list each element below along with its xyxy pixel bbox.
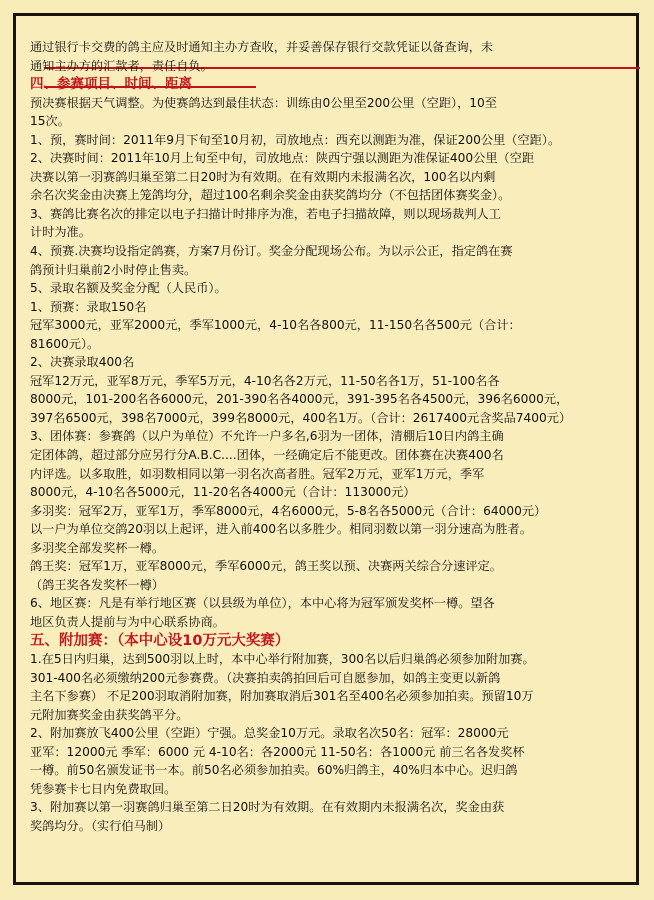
text-line-10: 3、赛鸽比赛名次的排定以电子扫描计时排序为准，若电子扫描故障，则以现场裁判人工 [30, 206, 501, 221]
text-line-22: 3、团体赛：参赛鸽（以户为单位）不允许一户多名,6羽为一团体，清棚后10日内鸽主确 [30, 429, 504, 444]
text-line-21: 397名6500元，398名7000元，399名8000元，400名1万。（合计：2617400元含奖品7400元） [30, 410, 572, 425]
text-line-13: 鸽预计归巢前2小时停止售卖。 [30, 262, 197, 277]
text-line-7: 2、决赛时间：2011年10月上旬至中旬，司放地点：陕西宁强以测距为准保证400公里（空距 [30, 151, 535, 166]
text-line-34: 1.在5日内归巢，达到500羽以上时，本中心举行附加赛，300名以后归巢鸽必须参加附加赛。 [30, 652, 535, 667]
text-line-23: 定团体鸽，超过部分应另行分A.B.C....团体，一经确定后不能更改。团体赛在决赛400名 [30, 448, 504, 463]
document-body [30, 38, 620, 836]
text-line-18: 2、决赛录取400名 [30, 355, 135, 370]
text-line-11: 计时为准。 [30, 225, 91, 240]
text-line-4: 预决赛根据天气调整。为使赛鸽达到最佳状态：训练由0公里至200公里（空距），10至 [30, 95, 497, 110]
text-line-35: 301-400名必须缴纳200元参赛费。（决赛拍卖鸽拍回后可自愿参加，如鸽主变更以新鸽 [30, 670, 501, 685]
text-line-31: 6、地区赛：凡是有举行地区赛（以县级为单位），本中心将为冠军颁发奖杯一樽。望各 [30, 596, 495, 611]
text-line-1: 通过银行卡交费的鸽主应及时通知主办方查收，并妥善保存银行交款凭证以备查询，未 [30, 40, 494, 54]
text-line-36: 主名下参赛） 不足200羽取消附加赛，附加赛取消后301名至400名必须参加拍卖。预留10万 [30, 689, 534, 704]
text-line-9: 余名次奖金由决赛上笼鸽均分，超过100名剩余奖金由获奖鸽均分（不包括团体赛奖金）。 [30, 188, 511, 203]
text-line-38: 2、附加赛放飞400公里（空距）宁强。总奖金10万元。录取名次50名：冠军：28000元 [30, 726, 509, 741]
text-line-25: 8000元，4-10名各5000元，11-20名各4000元（合计：113000元） [30, 485, 416, 500]
text-line-2: 通知主办方的汇款者，责任自负。 [30, 58, 213, 73]
text-line-5: 15次。 [30, 114, 70, 129]
section-heading-5: 五、附加赛：（本中心设10万元大奖赛） [30, 632, 290, 649]
text-line-12: 4、预赛.决赛均设指定鸽赛，方案7月份订。奖金分配现场公布。为以示公正，指定鸽在赛 [30, 244, 513, 259]
text-line-26: 多羽奖：冠军2万，亚军1万，季军8000元，4名6000元，5-8名各5000元（合计：64000元） [30, 503, 547, 518]
text-line-32: 地区负责人提前与为中心联系协商。 [30, 614, 225, 629]
text-line-37: 元附加赛奖金由获奖鸽平分。 [30, 707, 189, 722]
text-line-16: 冠军3000元，亚军2000元，季军1000元，4-10名各800元，11-150名各500元（合计： [30, 318, 521, 333]
text-line-15: 1、预赛：录取150名 [30, 299, 147, 314]
text-line-42: 3、附加赛以第一羽赛鸽归巢至第二日20时为有效期。在有效期内未报满名次，奖金由获 [30, 800, 505, 815]
text-line-14: 5、录取名额及奖金分配（人民币）。 [30, 281, 227, 296]
text-line-41: 凭参赛卡七日内免费取回。 [30, 781, 177, 796]
text-line-27: 以一户为单位交鸽20羽以上起评，进入前400名以多胜少。相同羽数以第一羽分速高为胜者。 [30, 522, 532, 537]
text-line-28: 多羽奖全部发奖杯一樽。 [30, 540, 165, 555]
text-line-17: 81600元）。 [30, 336, 100, 351]
text-line-43: 奖鸽均分。（实行伯马制） [30, 818, 171, 833]
text-line-20: 8000元，101-200名各6000元，201-390名各4000元，391-395名各4500元，396名6000元， [30, 392, 569, 407]
text-line-19: 冠军12万元，亚军8万元，季军5万元，4-10名各2万元，11-50名各1万，51-100名各 [30, 373, 500, 388]
section-heading-4: 四、参赛项目、时间、距离 [30, 76, 192, 93]
text-line-30: （鸽王奖各发奖杯一樽） [30, 577, 165, 592]
text-line-40: 一樽。前50名颁发证书一本。前50名必须参加拍卖。60%归鸽主，40%归本中心。迟归鸽 [30, 763, 518, 778]
text-line-39: 亚军：12000元 季军：6000 元 4-10名：各2000元 11-50名：各1000元 前三名各发奖杯 [30, 744, 525, 759]
text-line-8: 决赛以第一羽赛鸽归巢至第二日20时为有效期。在有效期内未报满名次，100名以内剩 [30, 169, 496, 184]
text-line-29: 鸽王奖：冠军1万，亚军8000元，季军6000元，鸽王奖以预、决赛两关综合分速评定。 [30, 559, 502, 574]
text-line-6: 1、预，赛时间：2011年9月下旬至10月初，司放地点：西充以测距为准，保证200公里（空距）。 [30, 132, 561, 147]
text-line-24: 内评选。以多取胜，如羽数相同以第一羽名次高者胜。冠军2万元，亚军1万元，季军 [30, 466, 485, 481]
